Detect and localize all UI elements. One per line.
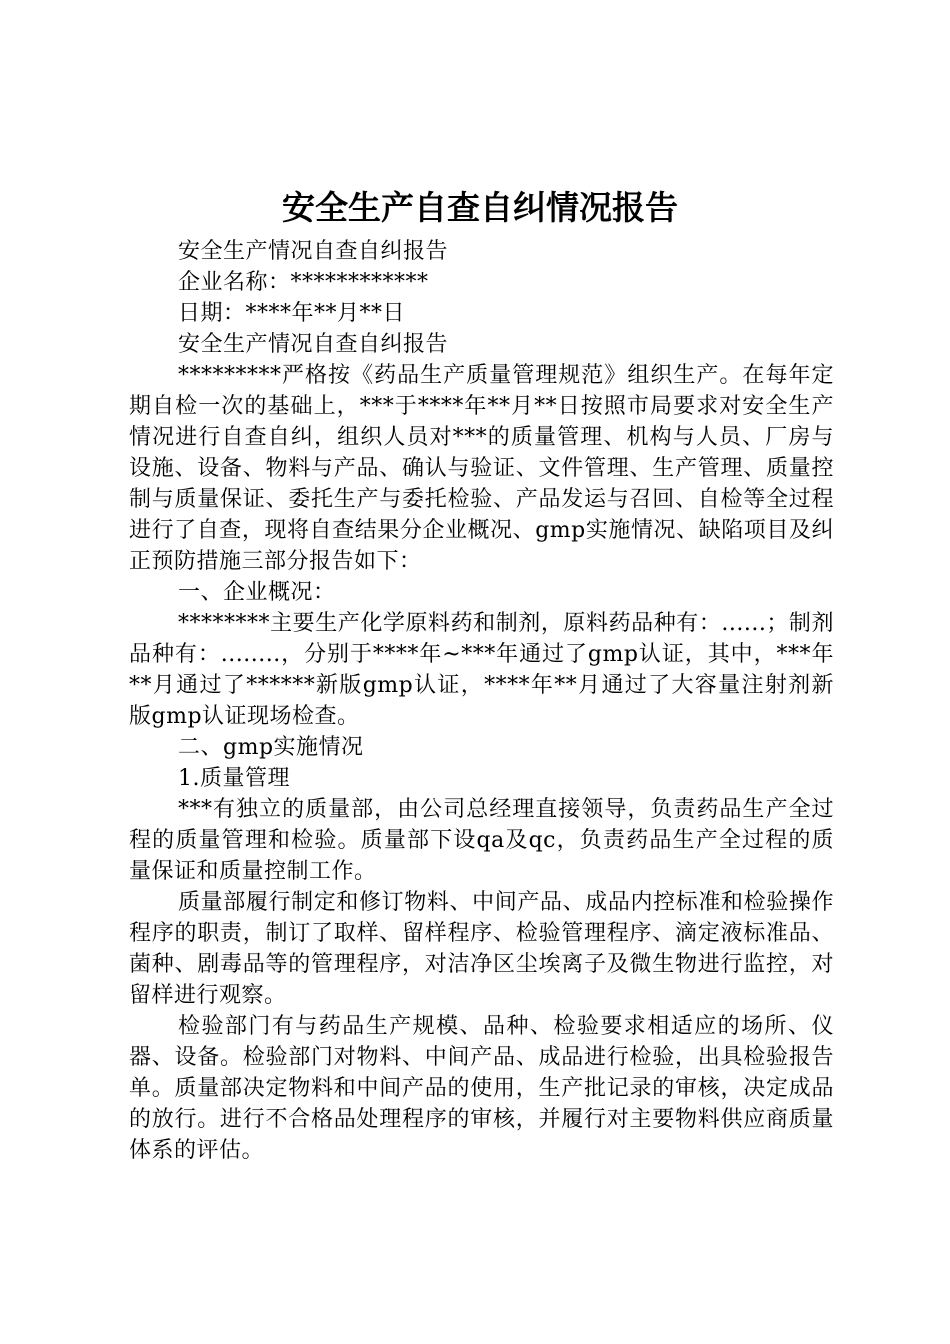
paragraph-quality-department: ***有独立的质量部，由公司总经理直接领导，负责药品生产全过程的质量管理和检验。质量部下设qa及qc，负责药品生产全过程的质量保证和质量控制工作。	[129, 797, 834, 884]
paragraph-report-heading-repeat: 安全生产情况自查自纠报告	[178, 332, 449, 357]
paragraph-date: 日期：****年**月**日	[178, 301, 406, 326]
paragraph-inspection-department: 检验部门有与药品生产规模、品种、检验要求相适应的场所、仪器、设备。检验部门对物料、中间产品、成品进行检验，出具检验报告单。质量部决定物料和中间产品的使用，生产批记录的审核，决定成品的放行。进行不合格品处理程序的审核，并履行对主要物料供应商质量体系的评估。	[129, 1014, 834, 1163]
paragraph-company-overview: ********主要生产化学原料药和制剂，原料药品种有：......；制剂品种有：........，分别于****年~***年通过了gmp认证，其中，***年**月通过了******新版gmp认证，****年**月通过了大容量注射剂新版gmp认证现场检查。	[129, 611, 834, 729]
paragraph-company-name: 企业名称：************	[178, 270, 429, 295]
paragraph-report-heading: 安全生产情况自查自纠报告	[178, 239, 449, 264]
paragraph-quality-duties: 质量部履行制定和修订物料、中间产品、成品内控标准和检验操作程序的职责，制订了取样、留样程序、检验管理程序、滴定液标准品、菌种、剧毒品等的管理程序，对洁净区尘埃离子及微生物进行监控，对留样进行观察。	[129, 890, 834, 1008]
section-heading-company-overview: 一、企业概况：	[178, 580, 336, 605]
document-body	[129, 236, 834, 1166]
paragraph-introduction: *********严格按《药品生产质量管理规范》组织生产。在每年定期自检一次的基础上，***于****年**月**日按照市局要求对安全生产情况进行自查自纠，组织人员对***的质量管理、机构与人员、厂房与设施、设备、物料与产品、确认与验证、文件管理、生产管理、质量控制与质量保证、委托生产与委托检验、产品发运与召回、自检等全过程进行了自查，现将自查结果分企业概况、gmp实施情况、缺陷项目及纠正预防措施三部分报告如下：	[129, 363, 834, 574]
subsection-heading-quality-management: 1.质量管理	[178, 766, 290, 791]
document-title: 安全生产自查自纠情况报告	[282, 188, 678, 227]
section-heading-gmp-implementation: 二、gmp实施情况	[178, 735, 364, 760]
